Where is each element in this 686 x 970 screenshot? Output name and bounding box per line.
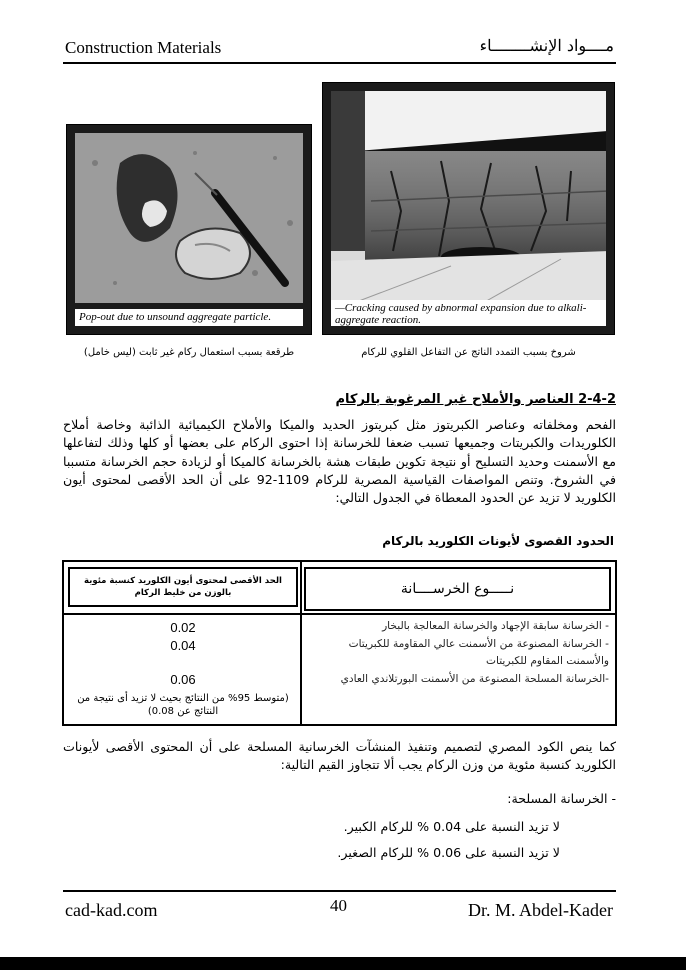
page-number: 40 [330, 896, 347, 915]
table-value-reinforced-ordinary: 0.06 [170, 672, 196, 687]
photo-popout [66, 124, 312, 335]
header-title-arabic: مــــواد الإنشــــــــاء [479, 36, 614, 55]
caption-cracking: شروخ بسبب التمدد الناتج عن التفاعل القلوي للركام [361, 347, 576, 358]
table-type-sulfate-resistant: - الخرسانة المصنوعة من الأسمنت عالي المقاومة للكبريتات والأسمنت المقاوم للكبريتات [348, 637, 609, 667]
limit-fine-aggregate: لا تزيد النسبة على 0.06 % للركام الصغير. [337, 845, 560, 860]
table-value-note: (متوسط 95% من النتائج بحيث لا تزيد أى نتيجة من النتائج عن 0.08) [77, 693, 289, 717]
photo-cracking-inner-caption: —Cracking caused by abnormal expansion due to alkali-aggregate reaction. [331, 300, 606, 326]
photo-popout-inner-caption: Pop-out due to unsound aggregate particle. [75, 309, 303, 326]
scan-edge [0, 957, 686, 970]
popout-illustration [75, 133, 303, 303]
table-type-prestressed: - الخرسانة سابقة الإجهاد والخرسانة المعالجة بالبخار [382, 620, 609, 632]
photo-popout-image [75, 133, 303, 303]
header-title-english: Construction Materials [65, 38, 222, 57]
code-paragraph: كما ينص الكود المصري لتصميم وتنفيذ المنشآت الخرسانية المسلحة على أن المحتوى الأقصى لأيونات الكلوريد كنسبة مئوية من وزن الركام يجب ألا تتجاوز القيم التالية: [63, 739, 616, 773]
section-heading: 2-4-2 العناصر والأملاح غير المرغوبة بالركام [335, 392, 616, 407]
section-paragraph: الفحم ومخلفاته وعناصر الكبريتوز مثل كبريتوز الحديد والميكا والأملاح الكيميائية الذائبة وخاصة أملاح الكلوريدات والكبريتات وجميعها تسبب ضعفا للخرسانة إذا احتوى الركام على بعضها أو كلها وذلك لتفاعلها مع الأسمنت وحديد التسليح أو نتيجة تكوين طبقات هشة بالخرسانة كالميكا أو لزيادة حجم الخرسانة متسببا في الشروخ. وتنص المواصفات القياسية المصرية للركام 1109-92 على أن الحد الأقصى لمحتوى أيون الكلوريد لا تزيد عن الحدود المعطاة في الجدول التالي: [63, 417, 617, 506]
photo-cracking-image [331, 91, 606, 304]
footer-author: Dr. M. Abdel-Kader [468, 900, 613, 920]
table-header-chloride-limit: الحد الأقصى لمحتوى أيون الكلوريد كنسبة مئوية بالوزن من خليط الركام [68, 567, 298, 607]
footer-website: cad-kad.com [65, 900, 158, 920]
table-type-reinforced-ordinary: -الخرسانة المسلحة المصنوعة من الأسمنت البورتلاندي العادي [340, 672, 609, 685]
footer-rule [63, 890, 616, 892]
wall-crack-illustration [331, 91, 606, 304]
limit-coarse-aggregate: لا تزيد النسبة على 0.04 % للركام الكبير. [343, 819, 560, 834]
chloride-limits-table [62, 560, 617, 726]
header-rule [63, 62, 616, 64]
table-concrete-types [308, 618, 609, 688]
table-value-sulfate-resistant: 0.04 [170, 638, 196, 653]
table-title: الحدود القصوى لأيونات الكلوريد بالركام [382, 534, 614, 548]
table-header-concrete-type: نـــــوع الخرســــانة [304, 567, 611, 611]
table-value-prestressed: 0.02 [170, 620, 196, 635]
caption-popout: طرقعة بسبب استعمال ركام غير ثابت (ليس خامل) [83, 347, 295, 358]
table-limit-values [70, 620, 296, 690]
bullet-reinforced-concrete: - الخرسانة المسلحة: [507, 791, 616, 806]
table-column-divider [300, 562, 302, 724]
photo-cracking [322, 82, 615, 335]
